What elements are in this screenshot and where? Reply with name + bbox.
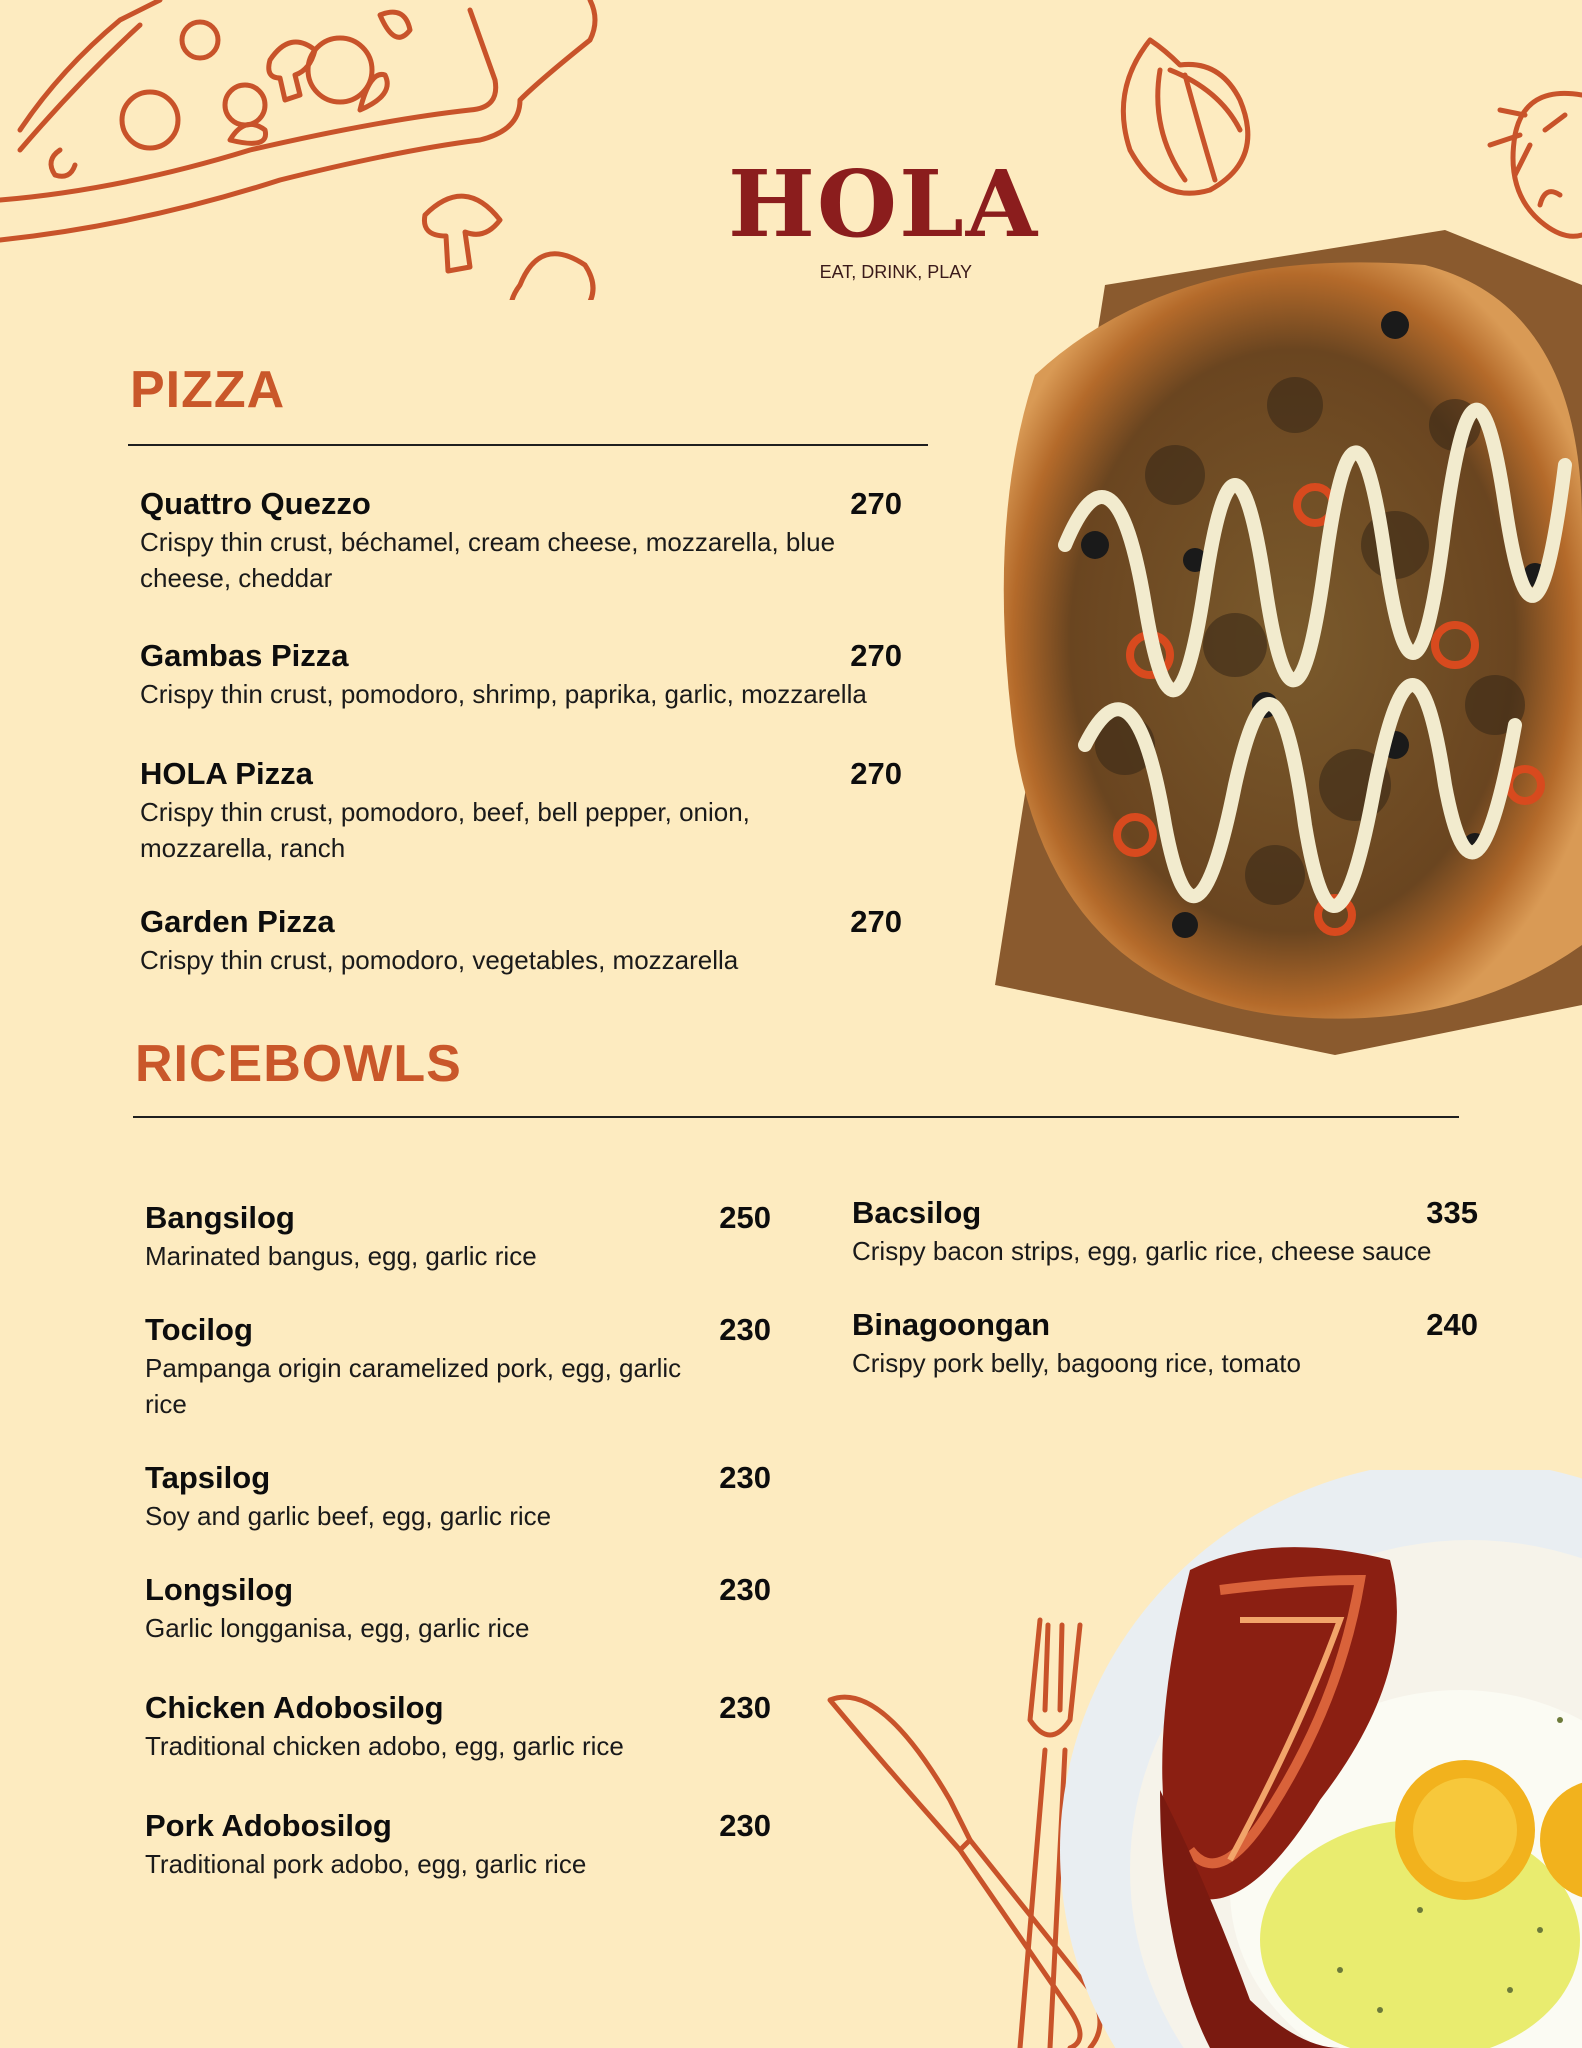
item-description: Pampanga origin caramelized pork, egg, garlic rice bbox=[145, 1353, 682, 1419]
item-name: Longsilog bbox=[145, 1572, 294, 1607]
item-price: 230 bbox=[719, 1572, 771, 1607]
item-description: Crispy thin crust, béchamel, cream cheese, mozzarella, blue cheese, cheddar bbox=[140, 527, 836, 593]
item-name: HOLA Pizza bbox=[140, 756, 313, 791]
brand-tagline: EAT, DRINK, PLAY bbox=[819, 262, 972, 282]
item-price: 240 bbox=[1426, 1307, 1478, 1342]
item-price: 270 bbox=[850, 638, 902, 673]
pizza-photo bbox=[975, 225, 1582, 1055]
item-price: 250 bbox=[719, 1200, 771, 1235]
item-name: Binagoongan bbox=[852, 1307, 1051, 1342]
menu-item bbox=[140, 904, 902, 978]
item-name: Pork Adobosilog bbox=[145, 1808, 392, 1843]
tomato-sketch bbox=[1485, 75, 1582, 245]
item-description: Crispy thin crust, pomodoro, beef, bell pepper, onion, mozzarella, ranch bbox=[140, 797, 750, 863]
item-description: Crispy pork belly, bagoong rice, tomato bbox=[852, 1348, 1301, 1378]
item-name: Gambas Pizza bbox=[140, 638, 349, 673]
item-price: 230 bbox=[719, 1460, 771, 1495]
item-description: Crispy thin crust, pomodoro, vegetables, mozzarella bbox=[140, 945, 739, 975]
menu-item bbox=[145, 1572, 771, 1646]
item-name: Tapsilog bbox=[145, 1460, 271, 1495]
item-name: Chicken Adobosilog bbox=[145, 1690, 444, 1725]
onion-sketch bbox=[1090, 30, 1270, 210]
item-price: 230 bbox=[719, 1312, 771, 1347]
menu-item bbox=[140, 486, 902, 596]
item-name: Quattro Quezzo bbox=[140, 486, 371, 521]
menu-item bbox=[145, 1200, 771, 1274]
brand-logo: HOLA bbox=[728, 150, 1040, 258]
menu-item bbox=[140, 756, 902, 866]
menu-item bbox=[140, 638, 902, 712]
menu-item bbox=[852, 1307, 1478, 1381]
item-description: Crispy thin crust, pomodoro, shrimp, paprika, garlic, mozzarella bbox=[140, 679, 867, 709]
item-description: Garlic longganisa, egg, garlic rice bbox=[145, 1613, 530, 1643]
item-description: Marinated bangus, egg, garlic rice bbox=[145, 1241, 537, 1271]
item-price: 230 bbox=[719, 1808, 771, 1843]
pizza-section-title: PIZZA bbox=[130, 361, 286, 419]
item-name: Bangsilog bbox=[145, 1200, 295, 1235]
item-description: Traditional pork adobo, egg, garlic rice bbox=[145, 1849, 587, 1879]
menu-item bbox=[145, 1808, 771, 1882]
item-description: Traditional chicken adobo, egg, garlic rice bbox=[145, 1731, 624, 1761]
item-description: Crispy bacon strips, egg, garlic rice, cheese sauce bbox=[852, 1236, 1432, 1266]
menu-item bbox=[145, 1460, 771, 1534]
item-name: Bacsilog bbox=[852, 1195, 982, 1230]
item-description: Soy and garlic beef, egg, garlic rice bbox=[145, 1501, 552, 1531]
pizza-divider bbox=[128, 444, 928, 446]
menu-item bbox=[145, 1312, 771, 1422]
menu-item bbox=[852, 1195, 1478, 1269]
silog-bowl-photo bbox=[1040, 1470, 1582, 2048]
menu-item bbox=[145, 1690, 771, 1764]
pizza-slice-sketch bbox=[0, 0, 620, 300]
item-name: Garden Pizza bbox=[140, 904, 335, 939]
item-name: Tocilog bbox=[145, 1312, 253, 1347]
item-price: 270 bbox=[850, 486, 902, 521]
ricebowls-divider bbox=[133, 1116, 1459, 1118]
item-price: 230 bbox=[719, 1690, 771, 1725]
ricebowls-section-title: RICEBOWLS bbox=[135, 1035, 462, 1093]
item-price: 335 bbox=[1426, 1195, 1478, 1230]
item-price: 270 bbox=[850, 904, 902, 939]
item-price: 270 bbox=[850, 756, 902, 791]
